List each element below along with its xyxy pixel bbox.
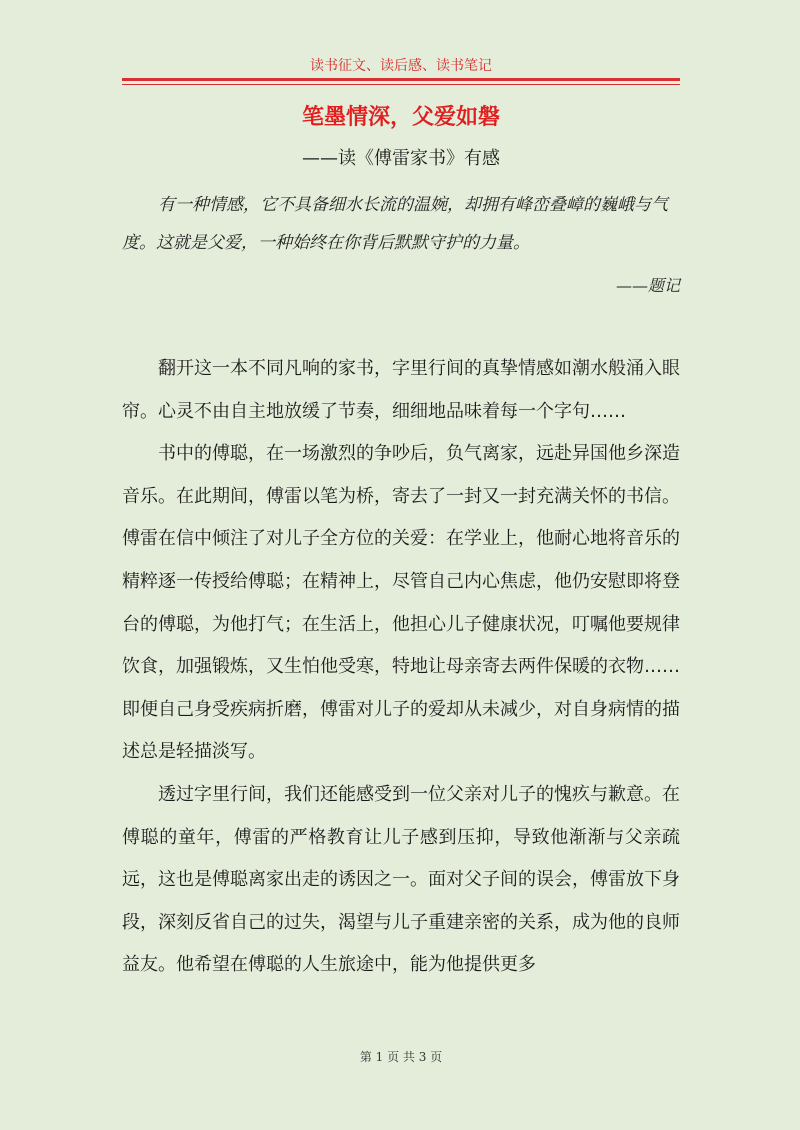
article-body	[122, 348, 680, 987]
epigraph-signature: ——题记	[615, 276, 680, 295]
body-paragraph-2: 书中的傅聪，在一场激烈的争吵后，负气离家，远赴异国他乡深造音乐。在此期间，傅雷以笔为桥，寄去了一封又一封充满关怀的书信。傅雷在信中倾注了对儿子全方位的关爱：在学业上，他耐心地将音乐的精粹逐一传授给傅聪；在精神上，尽管自己内心焦虑，他仍安慰即将登台的傅聪，为他打气；在生活上，他担心儿子健康状况，叮嘱他要规律饮食，加强锻炼，又生怕他受寒，特地让母亲寄去两件保暖的衣物……即便自己身受疾病折磨，傅雷对儿子的爱却从未减少，对自身病情的描述总是轻描淡写。	[122, 443, 680, 763]
header-rule-thin	[122, 84, 680, 85]
body-paragraph-3: 透过字里行间，我们还能感受到一位父亲对儿子的愧疚与歉意。在傅聪的童年，傅雷的严格教育让儿子感到压抑，导致他渐渐与父亲疏远，这也是傅聪离家出走的诱因之一。面对父子间的误会，傅雷放下身段，深刻反省自己的过失，渴望与儿子重建亲密的关系，成为他的良师益友。他希望在傅聪的人生旅途中，能为他提供更多	[122, 783, 680, 976]
header-caption: 读书征文、读后感、读书笔记	[310, 58, 492, 74]
article-subtitle: ——读《傅雷家书》有感	[302, 148, 500, 169]
page-footer: 第 1 页 共 3 页	[359, 1050, 443, 1064]
body-paragraph-1: 翻开这一本不同凡响的家书，字里行间的真挚情感如潮水般涌入眼帘。心灵不由自主地放缓了节奏，细细地品味着每一个字句……	[122, 358, 680, 422]
page-header	[122, 56, 680, 76]
epigraph-text: 有一种情感，它不具备细水长流的温婉，却拥有峰峦叠嶂的巍峨与气度。这就是父爱，一种始终在你背后默默守护的力量。	[122, 195, 668, 253]
header-rule-thick	[122, 78, 680, 81]
article-title: 笔墨情深，父爱如磐	[301, 105, 500, 130]
